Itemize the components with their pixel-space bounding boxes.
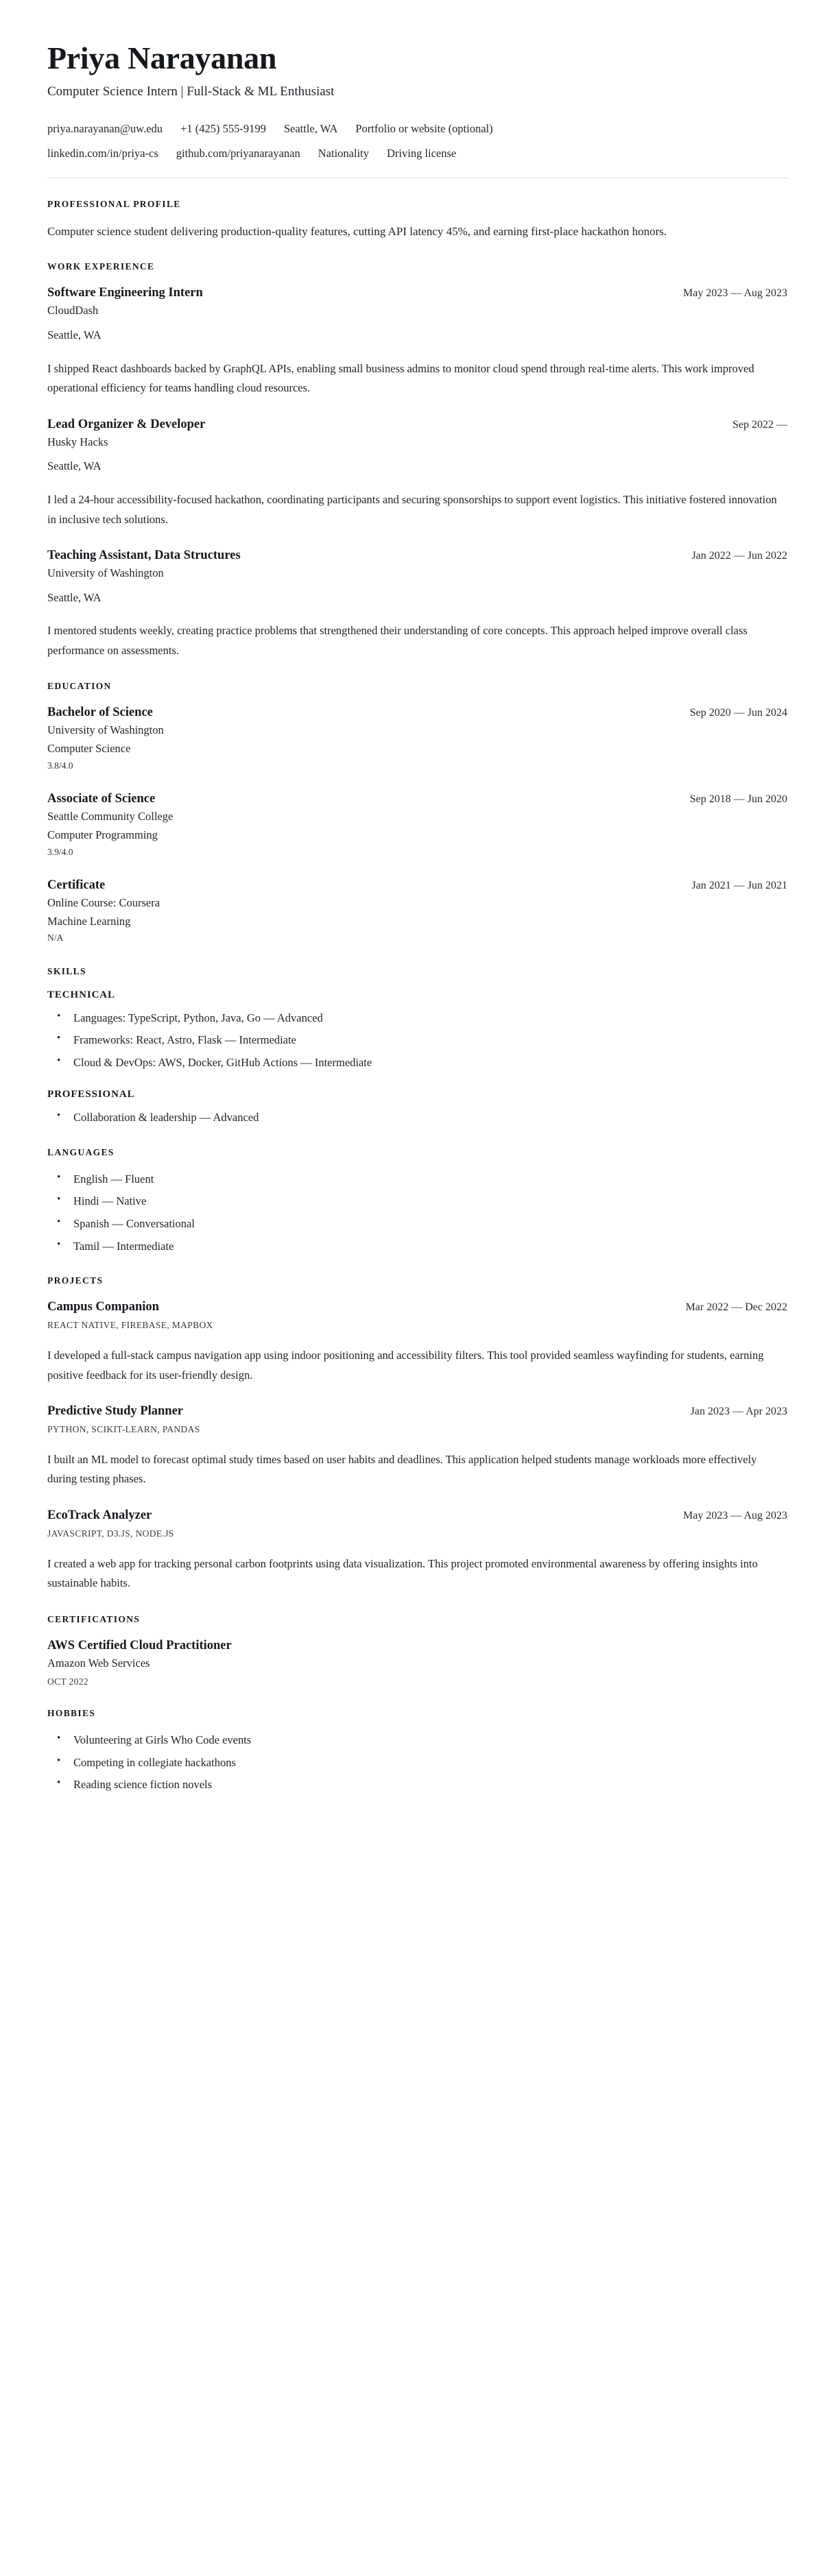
work-entry-description: I led a 24-hour accessibility-focused hackathon, coordinating participants and securing sponsorships to support event logistics. This initiative fostered innovation in inclusive tech solutions. xyxy=(47,493,777,526)
project-entry xyxy=(47,1299,787,1385)
section-languages xyxy=(47,1147,787,1255)
project-entry-date: May 2023 — Aug 2023 xyxy=(683,1509,787,1521)
education-entry-gpa: N/A xyxy=(47,932,64,943)
work-entry-organization: University of Washington xyxy=(47,566,164,579)
work-entry-date: May 2023 — Aug 2023 xyxy=(683,287,787,300)
work-entry-head xyxy=(47,285,787,301)
skill-item: • Languages: TypeScript, Python, Java, Go — Advanced xyxy=(47,1009,787,1027)
contact-linkedin[interactable]: linkedin.com/in/priya-cs xyxy=(47,147,158,160)
section-certifications xyxy=(47,1614,787,1688)
education-entry-date: Jan 2021 — Jun 2021 xyxy=(691,879,787,891)
project-entry-stack: PYTHON, SCIKIT-LEARN, PANDAS xyxy=(47,1423,200,1434)
skills-group-title: TECHNICAL xyxy=(47,989,115,1000)
section-title-languages: LANGUAGES xyxy=(47,1146,115,1157)
education-entry xyxy=(47,877,787,946)
languages-list xyxy=(47,1170,787,1255)
contact-nationality[interactable]: Nationality xyxy=(318,147,369,160)
section-education xyxy=(47,681,787,945)
skills-group-list xyxy=(47,989,787,1127)
education-entry-date: Sep 2018 — Jun 2020 xyxy=(689,793,787,806)
work-entry xyxy=(47,547,787,660)
contact-github[interactable]: github.com/priyanarayanan xyxy=(176,147,300,160)
language-item: • Tamil — Intermediate xyxy=(47,1238,787,1255)
education-entry xyxy=(47,704,787,773)
contact-row-primary xyxy=(47,121,787,138)
skills-group-items xyxy=(47,1009,787,1072)
project-entry-head xyxy=(47,1403,787,1419)
project-entry-name: EcoTrack Analyzer xyxy=(47,1508,152,1522)
contact-row-secondary xyxy=(47,145,787,162)
project-entry-stack: REACT NATIVE, FIREBASE, MAPBOX xyxy=(47,1320,213,1331)
hobby-item: • Competing in collegiate hackathons xyxy=(47,1754,787,1772)
project-entry-head xyxy=(47,1507,787,1524)
hobby-item: • Volunteering at Girls Who Code events xyxy=(47,1731,787,1749)
work-entry xyxy=(47,416,787,529)
section-skills xyxy=(47,966,787,1127)
project-entry-date: Mar 2022 — Dec 2022 xyxy=(685,1301,787,1314)
work-entry-title: Software Engineering Intern xyxy=(47,286,203,300)
work-entry-location: Seattle, WA xyxy=(47,459,102,473)
section-title-projects: PROJECTS xyxy=(47,1275,104,1286)
section-projects xyxy=(47,1275,787,1593)
work-entry-date: Jan 2022 — Jun 2022 xyxy=(691,549,787,562)
project-entry-list xyxy=(47,1299,787,1593)
education-entry-institution: Online Course: Coursera xyxy=(47,895,160,909)
education-entry-degree: Bachelor of Science xyxy=(47,706,153,720)
work-entry-head xyxy=(47,416,787,433)
work-entry-organization: Husky Hacks xyxy=(47,435,108,448)
certification-entry-list xyxy=(47,1637,787,1688)
section-title-work: WORK EXPERIENCE xyxy=(47,261,155,272)
skill-item: • Collaboration & leadership — Advanced xyxy=(47,1109,787,1127)
education-entry-field: Computer Science xyxy=(47,742,131,756)
education-entry-gpa: 3.9/4.0 xyxy=(47,846,73,857)
skills-group-items xyxy=(47,1109,787,1127)
work-entry-location: Seattle, WA xyxy=(47,590,102,604)
candidate-name: Priya Narayanan xyxy=(47,40,277,75)
section-title-certifications: CERTIFICATIONS xyxy=(47,1613,141,1624)
education-entry-head xyxy=(47,791,787,807)
project-entry xyxy=(47,1507,787,1593)
profile-summary: Computer science student delivering production-quality features, cutting API latency 45%, and earning first-place hackathon honors. xyxy=(47,224,667,238)
work-entry-description: I mentored students weekly, creating practice problems that strengthened their understanding of core concepts. This approach helped improve overall class performance on assessments. xyxy=(47,624,748,657)
education-entry-field: Machine Learning xyxy=(47,914,131,928)
language-item: • English — Fluent xyxy=(47,1170,787,1188)
skill-item: • Frameworks: React, Astro, Flask — Intermediate xyxy=(47,1031,787,1049)
language-item: • Spanish — Conversational xyxy=(47,1215,787,1233)
education-entry-head xyxy=(47,704,787,721)
education-entry-date: Sep 2020 — Jun 2024 xyxy=(689,707,787,719)
work-entry xyxy=(47,285,787,398)
project-entry xyxy=(47,1403,787,1489)
project-entry-date: Jan 2023 — Apr 2023 xyxy=(690,1405,787,1417)
hobbies-list xyxy=(47,1731,787,1794)
project-entry-name: Campus Companion xyxy=(47,1300,159,1314)
language-item: • Hindi — Native xyxy=(47,1192,787,1210)
certification-entry-issuer: Amazon Web Services xyxy=(47,1656,150,1670)
work-entry-date: Sep 2022 — xyxy=(732,418,787,431)
certification-entry xyxy=(47,1637,787,1688)
section-title-profile: PROFESSIONAL PROFILE xyxy=(47,198,181,209)
project-entry-head xyxy=(47,1299,787,1315)
education-entry-head xyxy=(47,877,787,893)
education-entry-list xyxy=(47,704,787,945)
work-entry-list xyxy=(47,285,787,660)
skill-item: • Cloud & DevOps: AWS, Docker, GitHub Actions — Intermediate xyxy=(47,1054,787,1072)
contact-email[interactable]: priya.narayanan@uw.edu xyxy=(47,122,163,136)
certification-entry-date: OCT 2022 xyxy=(47,1676,88,1687)
contact-website[interactable]: Portfolio or website (optional) xyxy=(355,122,493,136)
section-title-hobbies: HOBBIES xyxy=(47,1708,96,1719)
contact-phone[interactable]: +1 (425) 555-9199 xyxy=(180,122,266,136)
education-entry xyxy=(47,791,787,859)
project-entry-name: Predictive Study Planner xyxy=(47,1404,184,1418)
education-entry-degree: Associate of Science xyxy=(47,792,156,806)
project-entry-description: I created a web app for tracking personal carbon footprints using data visualization. This project promoted environmental awareness by offering insights into sustainable habits. xyxy=(47,1556,758,1590)
certification-entry-name: AWS Certified Cloud Practitioner xyxy=(47,1638,232,1652)
project-entry-description: I developed a full-stack campus navigation app using indoor positioning and accessibility filters. This tool provided seamless wayfinding for students, earning positive feedback for its user-friendly design. xyxy=(47,1349,764,1382)
section-title-education: EDUCATION xyxy=(47,681,112,692)
work-entry-location: Seattle, WA xyxy=(47,328,102,342)
contact-driving-license[interactable]: Driving license xyxy=(386,147,457,160)
skills-group xyxy=(47,1089,787,1127)
section-work-experience xyxy=(47,261,787,660)
work-entry-title: Lead Organizer & Developer xyxy=(47,417,206,431)
education-entry-institution: Seattle Community College xyxy=(47,810,174,823)
work-entry-description: I shipped React dashboards backed by GraphQL APIs, enabling small business admins to monitor cloud spend through real-time alerts. This work improved operational efficiency for teams handling cloud resources. xyxy=(47,361,754,395)
education-entry-degree: Certificate xyxy=(47,878,106,892)
education-entry-institution: University of Washington xyxy=(47,723,164,737)
education-entry-gpa: 3.8/4.0 xyxy=(47,760,73,771)
contact-location[interactable]: Seattle, WA xyxy=(283,122,338,136)
project-entry-stack: JAVASCRIPT, D3.JS, NODE.JS xyxy=(47,1528,174,1539)
work-entry-title: Teaching Assistant, Data Structures xyxy=(47,548,241,562)
hobby-item: • Reading science fiction novels xyxy=(47,1776,787,1794)
candidate-headline: Computer Science Intern | Full-Stack & ML Enthusiast xyxy=(47,84,335,99)
project-entry-description: I built an ML model to forecast optimal study times based on user habits and deadlines. This application helped students manage workloads more effectively during testing phases. xyxy=(47,1452,757,1486)
section-professional-profile xyxy=(47,199,787,241)
section-hobbies xyxy=(47,1708,787,1794)
work-entry-head xyxy=(47,547,787,564)
section-title-skills: SKILLS xyxy=(47,965,86,976)
education-entry-field: Computer Programming xyxy=(47,828,158,841)
skills-group-title: PROFESSIONAL xyxy=(47,1089,135,1100)
skills-group xyxy=(47,989,787,1072)
resume-header xyxy=(47,41,787,178)
work-entry-organization: CloudDash xyxy=(47,304,99,317)
